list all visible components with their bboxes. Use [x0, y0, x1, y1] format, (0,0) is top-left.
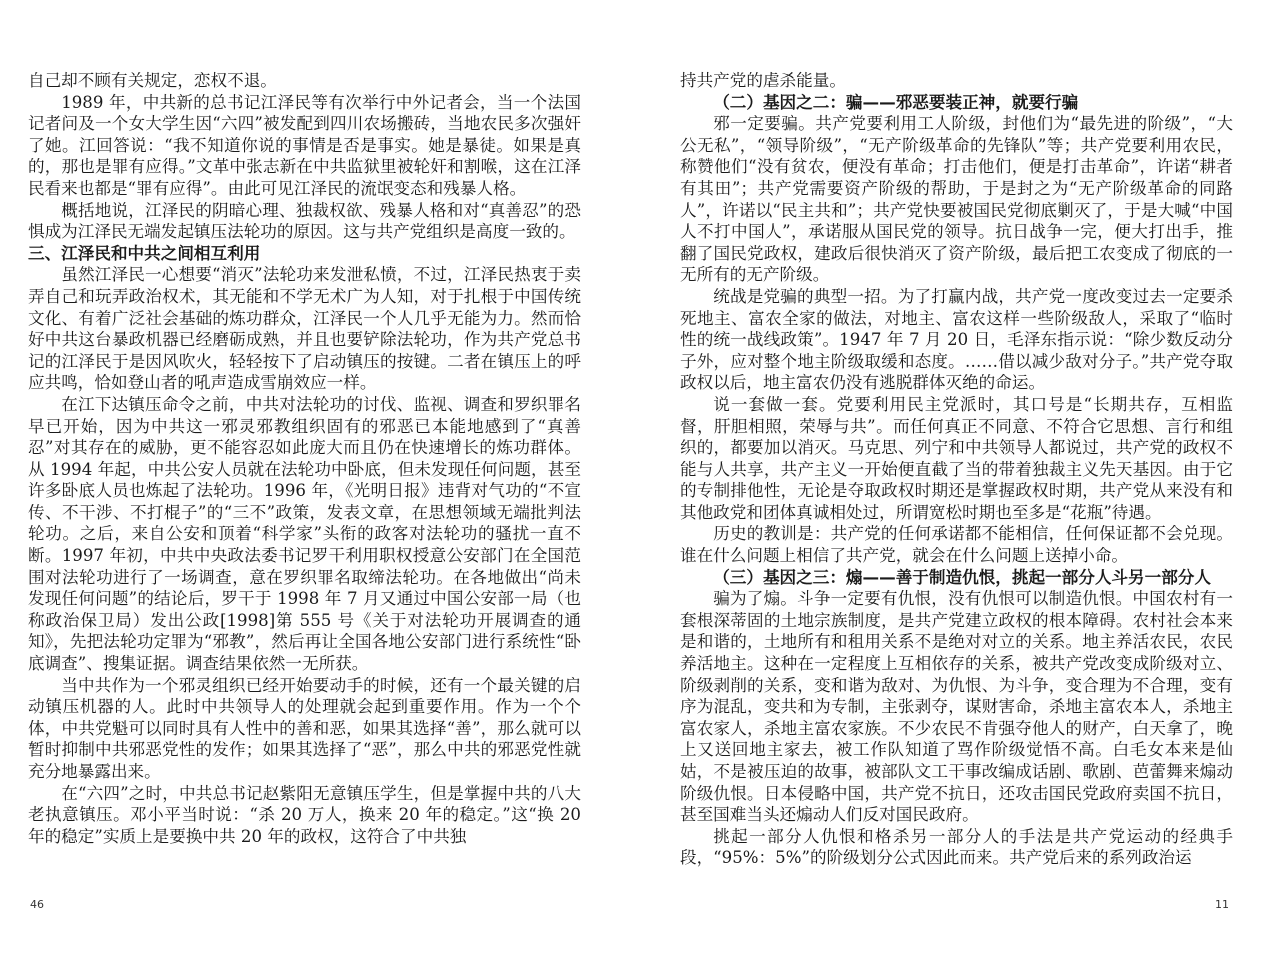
paragraph: 概括地说，江泽民的阴暗心理、独裁权欲、残暴人格和对“真善忍”的恐惧成为江泽民无端发起镇压法轮功的原因。这与共产党组织是高度一致的。 — [28, 200, 581, 242]
paragraph: 当中共作为一个邪灵组织已经开始要动手的时候，还有一个最关键的启动镇压机器的人。此时中共领导人的处理就会起到重要作用。作为一个个体，中共党魁可以同时具有人性中的善和恶，如果其选择“善”，那么就可以暂时抑制中共邪恶党性的发作；如果其选择了“恶”，那么中共的邪恶党性就充分地暴露出来。 — [28, 675, 581, 781]
paragraph: 说一套做一套。党要利用民主党派时，其口号是“长期共存，互相监督，肝胆相照，荣辱与共”。而任何真正不同意、不符合它思想、言行和组织的，都要加以消灭。马克思、列宁和中共领导人都说过，共产党的政权不能与人共享，共产主义一开始便直截了当的带着独裁主义先天基因。由于它的专制排他性，无论是夺取政权时期还是掌握政权时期，共产党从来没有和其他政党和团体真诚相处过，所谓宽松时期也至多是“花瓶”待遇。 — [680, 394, 1233, 522]
paragraph: 虽然江泽民一心想要“消灭”法轮功来发泄私愤，不过，江泽民热衷于卖弄自己和玩弄政治权术，其无能和不学无术广为人知，对于扎根于中国传统文化、有着广泛社会基础的炼功群众，江泽民一个人几乎无能为力。然而恰好中共这台暴政机器已经磨砺成熟，并且也要铲除法轮功，作为共产党总书记的江泽民于是因风吹火，轻轻按下了启动镇压的按键。二者在镇压上的呼应共鸣，恰如登山者的吼声造成雪崩效应一样。 — [28, 265, 581, 393]
subsection-heading: （三）基因之三：煽——善于制造仇恨，挑起一部分人斗另一部分人 — [713, 567, 1211, 587]
paragraph: 在“六四”之时，中共总书记赵紫阳无意镇压学生，但是掌握中共的八大老执意镇压。邓小平当时说：“杀 20 万人，换来 20 年的稳定。”这“换 20 年的稳定”实质上是要换中共 20 年的政权，这符合了中共独 — [28, 783, 581, 846]
paragraph: 统战是党骗的典型一招。为了打赢内战，共产党一度改变过去一定要杀死地主、富农全家的做法，对地主、富农这样一些阶级敌人，采取了“临时性的统一战线政策”。1947 年 7 月 20 日，毛泽东指示说：“除少数反动分子外，应对整个地主阶级取缓和态度。……借以减少敌对分子。”共产党夺取政权以后，地主富农仍没有逃脱群体灭绝的命运。 — [680, 286, 1233, 393]
subsection-heading: （二）基因之二：骗——邪恶要装正神，就要行骗 — [713, 92, 1079, 112]
left-page-text — [28, 70, 581, 847]
left-page-number: 46 — [30, 898, 44, 911]
section-heading: 三、江泽民和中共之间相互利用 — [28, 243, 261, 263]
paragraph: 1989 年，中共新的总书记江泽民等有次举行中外记者会，当一个法国记者问及一个女大学生因“六四”被发配到四川农场搬砖，当地农民多次强奸了她。江回答说：“我不知道你说的事情是否是事实。她是暴徒。如果是真的，那也是罪有应得。”文革中张志新在中共监狱里被轮奸和割喉，这在江泽民看来也都是“罪有应得”。由此可见江泽民的流氓变态和残暴人格。 — [28, 92, 581, 198]
right-page-text — [680, 70, 1233, 869]
left-page — [28, 70, 581, 847]
paragraph: 在江下达镇压命令之前，中共对法轮功的讨伐、监视、调查和罗织罪名早已开始，因为中共这一邪灵邪教组织固有的邪恶已本能地感到了“真善忍”对其存在的威胁，更不能容忍如此庞大而且仍在快速增长的炼功群体。从 1994 年起，中共公安人员就在法轮功中卧底，但未发现任何问题，甚至许多卧底人员也炼起了法轮功。1996 年，《光明日报》违背对气功的“不宣传、不干涉、不打棍子”的“三不”政策，发表文章，在思想领域无端批判法轮功。之后，来自公安和顶着“科学家”头衔的政客对法轮功的骚扰一直不断。1997 年初，中共中央政法委书记罗干利用职权授意公安部门在全国范围对法轮功进行了一场调查，意在罗织罪名取缔法轮功。在各地做出“尚未发现任何问题”的结论后，罗干于 1998 年 7 月又通过中国公安部一局（也称政治保卫局）发出公政[1998]第 555 号《关于对法轮功开展调查的通知》，先把法轮功定罪为“邪教”，然后再让全国各地公安部门进行系统性“卧底调查”、搜集证据。调查结果依然一无所获。 — [28, 394, 581, 674]
paragraph: 挑起一部分人仇恨和格杀另一部分人的手法是共产党运动的经典手段，“95%：5%”的阶级划分公式因此而来。共产党后来的系列政治运 — [680, 826, 1233, 868]
paragraph: 邪一定要骗。共产党要利用工人阶级，封他们为“最先进的阶级”，“大公无私”，“领导阶级”，“无产阶级革命的先锋队”等；共产党要利用农民，称赞他们“没有贫农，便没有革命；打击他们，便是打击革命”，许诺“耕者有其田”；共产党需要资产阶级的帮助，于是封之为“无产阶级革命的同路人”，许诺以“民主共和”；共产党快要被国民党彻底剿灭了，于是大喊“中国人不打中国人”，承诺服从国民党的领导。抗日战争一完，便大打出手，推翻了国民党政权，建政后很快消灭了资产阶级，最后把工农变成了彻底的一无所有的无产阶级。 — [680, 114, 1233, 285]
right-page — [680, 70, 1233, 869]
paragraph: 骗为了煽。斗争一定要有仇恨，没有仇恨可以制造仇恨。中国农村有一套根深蒂固的土地宗族制度，是共产党建立政权的根本障碍。农村社会本来是和谐的，土地所有和租用关系不是绝对对立的关系。地主养活农民，农民养活地主。这种在一定程度上互相依存的关系，被共产党改变成阶级对立、阶级剥削的关系，变和谐为敌对、为仇恨、为斗争，变合理为不合理，变有序为混乱，变共和为专制，主张剥夺，谋财害命，杀地主富农本人，杀地主富农家人，杀地主富农家族。不少农民不肯强夺他人的财产，白天拿了，晚上又送回地主家去，被工作队知道了骂作阶级觉悟不高。白毛女本来是仙姑，不是被压迫的故事，被部队文工干事改编成话剧、歌剧、芭蕾舞来煽动阶级仇恨。日本侵略中国，共产党不抗日，还攻击国民党政府卖国不抗日，甚至国难当头还煽动人们反对国民政府。 — [680, 589, 1233, 825]
right-page-number: 11 — [1215, 898, 1229, 911]
paragraph: 历史的教训是：共产党的任何承诺都不能相信，任何保证都不会兑现。谁在什么问题上相信了共产党，就会在什么问题上送掉小命。 — [680, 524, 1233, 566]
paragraph: 自己却不顾有关规定，恋权不退。 — [28, 71, 277, 90]
paragraph: 持共产党的虐杀能量。 — [680, 71, 846, 90]
